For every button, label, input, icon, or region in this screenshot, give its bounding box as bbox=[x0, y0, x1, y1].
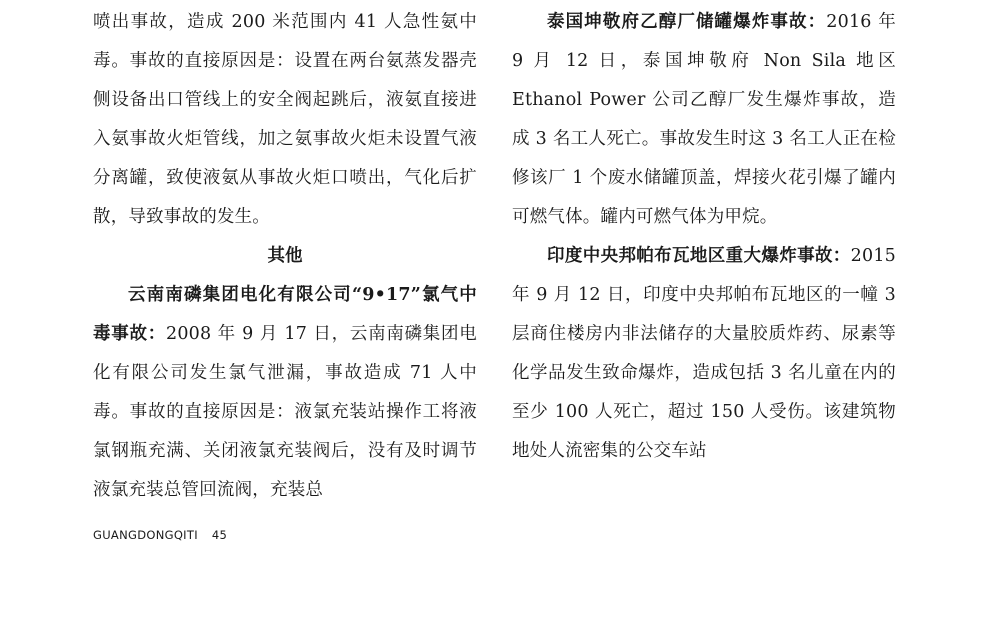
paragraph-title: 印度中央邦帕布瓦地区重大爆炸事故： bbox=[547, 246, 851, 266]
paragraph-yunnan-chlorine bbox=[93, 276, 477, 510]
paragraph-text: 2015 年 9 月 12 日，印度中央邦帕布瓦地区的一幢 3 层商住楼房内非法储存的大量胶质炸药、尿素等化学品发生致命爆炸，造成包括 3 名儿童在内的至少 100 人死亡，超过 150 人受伤。该建筑物地处人流密集的公交车站 bbox=[512, 246, 896, 461]
paragraph-thailand-ethanol bbox=[512, 3, 896, 237]
paragraph-text: 2008 年 9 月 17 日，云南南磷集团电化有限公司发生氯气泄漏，事故造成 71 人中毒。事故的直接原因是：液氯充装站操作工将液氯钢瓶充满、关闭液氯充装阀后，没有及时调节液氯充装总管回流阀，充装总 bbox=[93, 324, 477, 500]
journal-name: GUANGDONGQITI bbox=[93, 528, 198, 542]
paragraph-title: 泰国坤敬府乙醇厂储罐爆炸事故： bbox=[547, 12, 827, 32]
right-column bbox=[512, 3, 896, 471]
section-heading-other: 其他 bbox=[267, 246, 303, 266]
page-footer bbox=[93, 528, 227, 542]
paragraph-ammonia-continuation bbox=[93, 3, 477, 237]
left-column bbox=[93, 3, 477, 510]
paragraph-title: 云南南磷集团电化有限公司“9•17”氯气中毒事故： bbox=[93, 285, 477, 344]
page-number: 45 bbox=[211, 528, 228, 542]
paragraph-text: 2016 年 9 月 12 日，泰国坤敬府 Non Sila 地区 Ethanol Power 公司乙醇厂发生爆炸事故，造成 3 名工人死亡。事故发生时这 3 名工人正在检修该厂 1 个废水储罐顶盖，焊接火花引爆了罐内可燃气体。罐内可燃气体为甲烷。 bbox=[512, 12, 896, 227]
paragraph-india-explosion bbox=[512, 237, 896, 471]
paragraph-text: 喷出事故，造成 200 米范围内 41 人急性氨中毒。事故的直接原因是：设置在两台氨蒸发器壳侧设备出口管线上的安全阀起跳后，液氨直接进入氨事故火炬管线，加之氨事故火炬未设置气液分离罐，致使液氨从事故火炬口喷出，气化后扩散，导致事故的发生。 bbox=[93, 12, 477, 227]
